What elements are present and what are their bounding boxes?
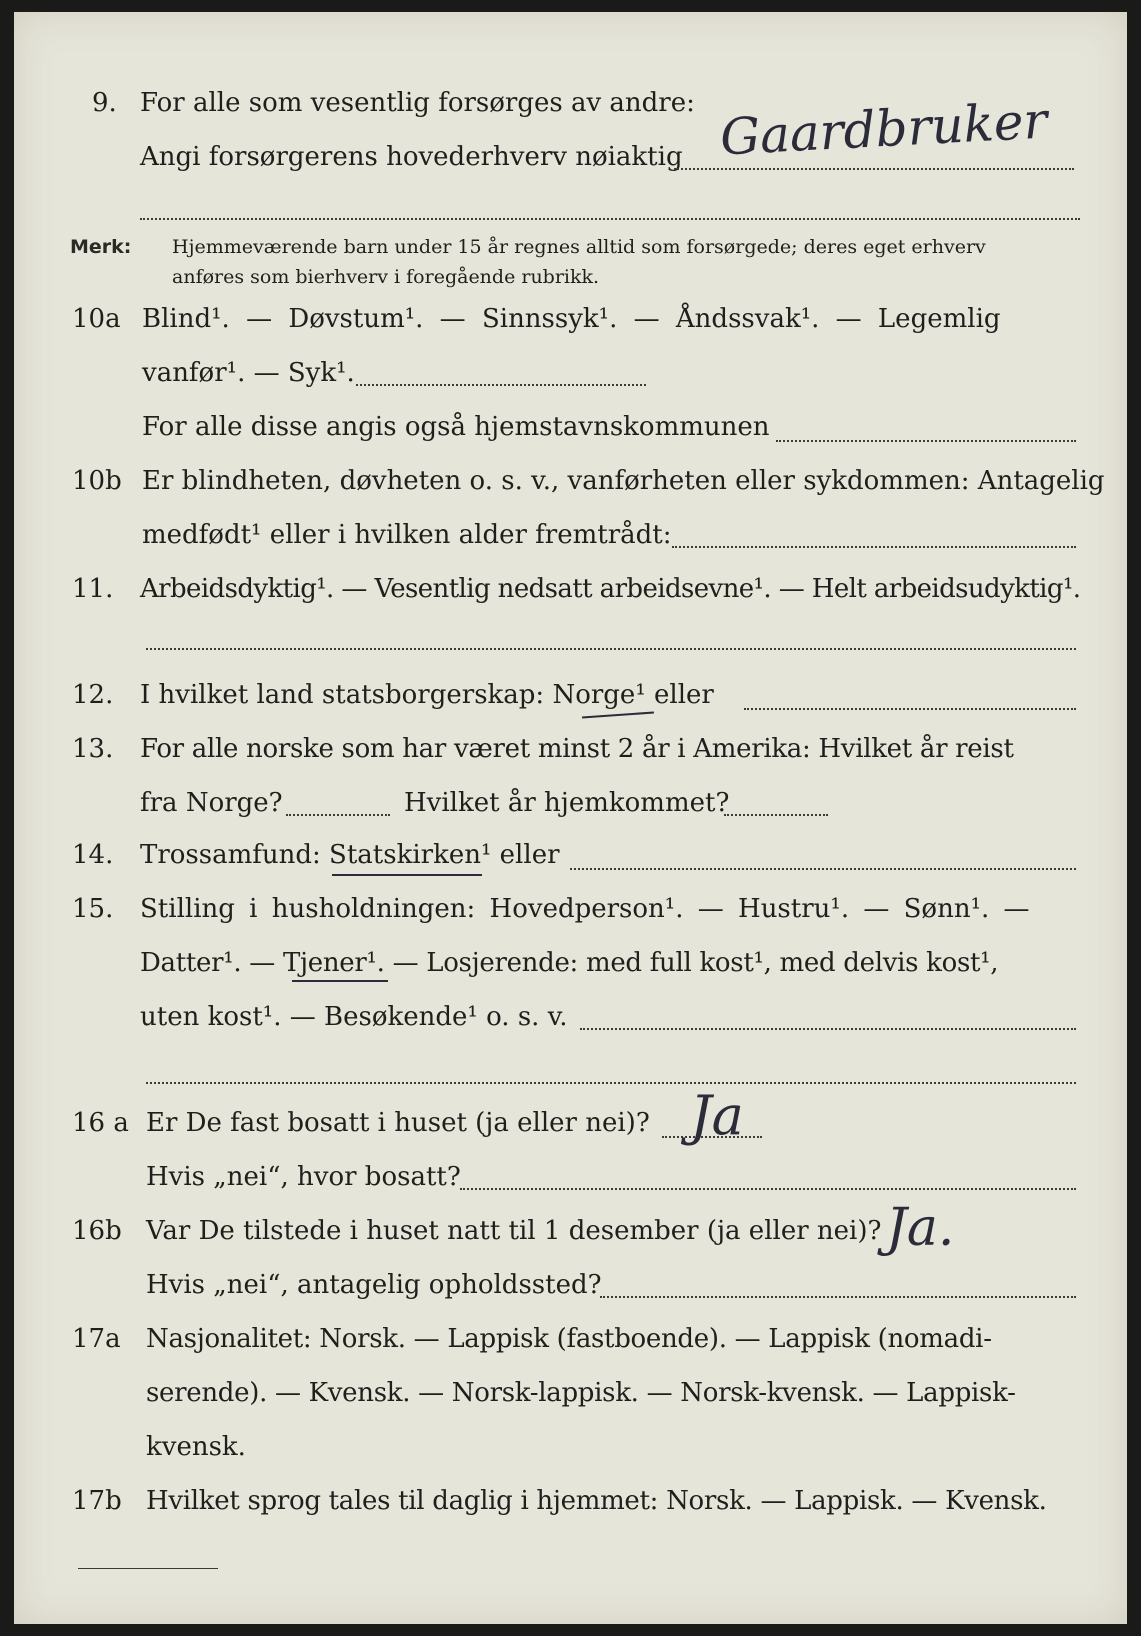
q10b-line2: medfødt¹ eller i hvilken alder fremtrådt: (142, 520, 672, 550)
q12-line1: I hvilket land statsborgerskap: Norge¹ eller (140, 680, 714, 710)
q11-answer-line (146, 648, 1076, 650)
q9-number: 9. (92, 88, 117, 118)
q17a-line1: Nasjonalitet: Norsk. — Lappisk (fastboende). — Lappisk (nomadi- (146, 1324, 992, 1354)
q16b-line1: Var De tilstede i huset natt til 1 desember (ja eller nei)? (146, 1216, 882, 1246)
q17a-line3: kvensk. (146, 1432, 246, 1462)
q10a-line2: vanfør¹. — Syk¹. (142, 358, 355, 388)
q10b-number: 10b (72, 466, 122, 496)
q16b-opholdssted-answer (600, 1296, 1076, 1298)
q15-number: 15. (72, 894, 114, 924)
q9-extra-line (140, 218, 1080, 220)
q12-norge-underline (582, 711, 654, 718)
q15-line2: Datter¹. — Tjener¹. — Losjerende: med full kost¹, med delvis kost¹, (140, 948, 999, 978)
q15-line3: uten kost¹. — Besøkende¹ o. s. v. (140, 1002, 568, 1032)
q13-line2b: Hvilket år hjemkommet? (404, 788, 730, 818)
q9-line1: For alle som vesentlig forsørges av andre: (140, 88, 695, 118)
q16b-line2: Hvis „nei“, antagelig opholdssted? (146, 1270, 602, 1300)
merk-label: Merk: (70, 236, 132, 258)
q16a-bosatt-answer (460, 1188, 1076, 1190)
q16a-number: 16 a (72, 1108, 129, 1138)
q9-handwritten-answer: Gaardbruker (718, 91, 1049, 167)
q11-line1: Arbeidsdyktig¹. — Vesentlig nedsatt arbeidsevne¹. — Helt arbeidsudyktig¹. (140, 574, 1081, 604)
q11-number: 11. (72, 574, 114, 604)
q14-line1: Trossamfund: Statskirken¹ eller (140, 840, 560, 870)
q16b-number: 16b (72, 1216, 122, 1246)
q13-number: 13. (72, 734, 114, 764)
q17a-number: 17a (72, 1324, 121, 1354)
q17b-number: 17b (72, 1486, 122, 1516)
q14-statskirken-underline (332, 874, 482, 876)
q17a-line2: serende). — Kvensk. — Norsk-lappisk. — Norsk-kvensk. — Lappisk- (146, 1378, 1016, 1408)
census-form-page (14, 12, 1127, 1624)
q10b-answer-line (672, 546, 1076, 548)
merk-line2: anføres som bierhverv i foregående rubrikk. (172, 266, 600, 288)
q10a-line3-answer (776, 440, 1076, 442)
q13-reist-answer (286, 814, 390, 816)
q12-answer-line (744, 708, 1076, 710)
q10a-number: 10a (72, 304, 121, 334)
q12-number: 12. (72, 680, 114, 710)
q15-tjener-underline (292, 980, 388, 982)
merk-line1: Hjemmeværende barn under 15 år regnes alltid som forsørgede; deres eget erhverv (172, 236, 986, 258)
q15-line1: Stilling i husholdningen: Hovedperson¹. — Hustru¹. — Sønn¹. — (140, 894, 1030, 924)
q17b-line1: Hvilket sprog tales til daglig i hjemmet: Norsk. — Lappisk. — Kvensk. (146, 1486, 1047, 1516)
q13-line2: fra Norge? (140, 788, 283, 818)
q15-extra-line (146, 1082, 1076, 1084)
q10a-line1: Blind¹. — Døvstum¹. — Sinnssyk¹. — Åndssvak¹. — Legemlig (142, 304, 1001, 334)
q10a-line3: For alle disse angis også hjemstavnskommunen (142, 412, 770, 442)
q9-answer-line (674, 168, 1074, 170)
q14-number: 14. (72, 840, 114, 870)
q13-line1: For alle norske som har været minst 2 år i Amerika: Hvilket år reist (140, 734, 1014, 764)
q14-answer-line (570, 868, 1076, 870)
q16a-handwritten-answer: Ja (690, 1084, 744, 1147)
q16a-line2: Hvis „nei“, hvor bosatt? (146, 1162, 461, 1192)
footnote-rule (78, 1568, 218, 1569)
q10a-line2-answer (356, 384, 646, 386)
q10b-line1: Er blindheten, døvheten o. s. v., vanførheten eller sykdommen: Antagelig (142, 466, 1105, 496)
q15-answer-line (580, 1028, 1076, 1030)
q13-hjemkommet-answer (724, 814, 828, 816)
q16b-handwritten-answer: Ja. (886, 1198, 955, 1258)
q16a-line1: Er De fast bosatt i huset (ja eller nei)? (146, 1108, 650, 1138)
q9-line2: Angi forsørgerens hovederhverv nøiaktig (140, 142, 683, 172)
